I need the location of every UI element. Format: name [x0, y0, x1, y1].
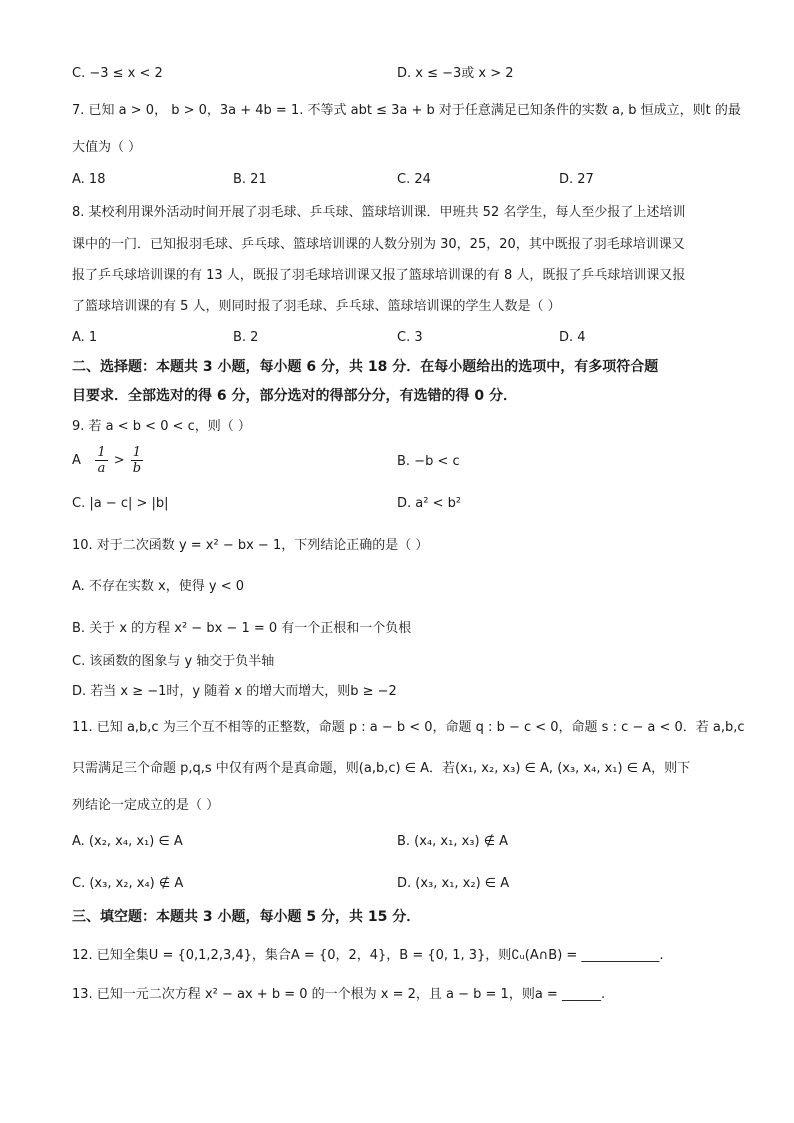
q9-option-a-label: A [72, 453, 81, 468]
q8-stem-line3: 报了乒乓球培训课的有 13 人，既报了羽毛球培训课又报了篮球培训课的有 8 人，既报了乒乓球培训课又报 [72, 268, 686, 283]
q7-option-b: B. 21 [233, 172, 267, 187]
q13-stem: 13. 已知一元二次方程 x² − ax + b = 0 的一个根为 x = 2，且 a − b = 1，则a = ______. [72, 987, 606, 1002]
q11-option-c: C. (x₃, x₂, x₄) ∉ A [72, 876, 184, 891]
q10-option-b: B. 关于 x 的方程 x² − bx − 1 = 0 有一个正根和一个负根 [72, 621, 412, 636]
q11-option-b: B. (x₄, x₁, x₃) ∉ A [397, 834, 509, 849]
q7-option-d: D. 27 [559, 172, 594, 187]
q7-stem-line2: 大值为（ ） [72, 140, 142, 155]
q10-option-c: C. 该函数的图象与 y 轴交于负半轴 [72, 654, 275, 669]
section2-heading-line2: 目要求．全部选对的得 6 分，部分选对的得部分分，有选错的得 0 分． [72, 388, 517, 404]
q9-option-d: D. a² < b² [397, 496, 462, 511]
section3-heading: 三、填空题：本题共 3 小题，每小题 5 分，共 15 分． [72, 909, 421, 925]
q6-option-d: D. x ≤ −3或 x > 2 [397, 66, 514, 81]
q8-stem-line2: 课中的一门．已知报羽毛球、乒乓球、篮球培训课的人数分别为 30，25，20，其中既报了羽毛球培训课又 [72, 237, 685, 252]
q7-stem-line1: 7. 已知 a > 0， b > 0，3a + 4b = 1. 不等式 abt ≤ 3a + b 对于任意满足已知条件的实数 a, b 恒成立，则t 的最 [72, 103, 741, 118]
q7-option-c: C. 24 [397, 172, 431, 187]
fraction-numerator: 1 [131, 445, 143, 461]
q11-stem-line2: 只需满足三个命题 p,q,s 中仅有两个是真命题，则(a,b,c) ∈ A．若(x₁, x₂, x₃) ∈ A, (x₃, x₄, x₁) ∈ A，则下 [72, 761, 691, 776]
q9-option-c: C. |a − c| > |b| [72, 496, 169, 511]
q8-option-a: A. 1 [72, 330, 98, 345]
fraction-denominator: a [97, 461, 106, 476]
q6-option-c: C. −3 ≤ x < 2 [72, 66, 163, 81]
q9-option-a [72, 444, 145, 478]
q9-stem: 9. 若 a < b < 0 < c，则（ ） [72, 419, 251, 434]
q11-stem-line3: 列结论一定成立的是（ ） [72, 798, 220, 813]
q11-stem-line1: 11. 已知 a,b,c 为三个互不相等的正整数，命题 p : a − b < 0，命题 q : b − c < 0，命题 s : c − a < 0．若 a,b,c [72, 720, 745, 735]
q8-option-d: D. 4 [559, 330, 586, 345]
q10-stem: 10. 对于二次函数 y = x² − bx − 1，下列结论正确的是（ ） [72, 538, 429, 553]
q9-fraction-1-over-b [131, 445, 143, 476]
q12-stem: 12. 已知全集U = {0,1,2,3,4}，集合A = {0，2，4}，B = {0, 1, 3}，则∁ᵤ(A∩B) = ____________. [72, 948, 664, 963]
q8-stem-line1: 8. 某校利用课外活动时间开展了羽毛球、乒乓球、篮球培训课．甲班共 52 名学生，每人至少报了上述培训 [72, 205, 686, 220]
fraction-denominator: b [132, 461, 142, 476]
q10-option-d: D. 若当 x ≥ −1时，y 随着 x 的增大而增大，则b ≥ −2 [72, 684, 397, 699]
q8-option-c: C. 3 [397, 330, 423, 345]
q9-option-a-relation: > [113, 453, 125, 468]
q11-option-d: D. (x₃, x₁, x₂) ∈ A [397, 876, 510, 891]
q11-option-a: A. (x₂, x₄, x₁) ∈ A [72, 834, 183, 849]
q8-option-b: B. 2 [233, 330, 259, 345]
q7-option-a: A. 18 [72, 172, 106, 187]
q9-option-b: B. −b < c [397, 454, 460, 469]
section2-heading-line1: 二、选择题：本题共 3 小题，每小题 6 分，共 18 分．在每小题给出的选项中，有多项符合题 [72, 359, 659, 375]
q9-fraction-1-over-a [95, 445, 107, 476]
q8-stem-line4: 了篮球培训课的有 5 人，则同时报了羽毛球、乒乓球、篮球培训课的学生人数是（ ） [72, 299, 561, 314]
q10-option-a: A. 不存在实数 x，使得 y < 0 [72, 579, 245, 594]
fraction-numerator: 1 [97, 445, 106, 460]
